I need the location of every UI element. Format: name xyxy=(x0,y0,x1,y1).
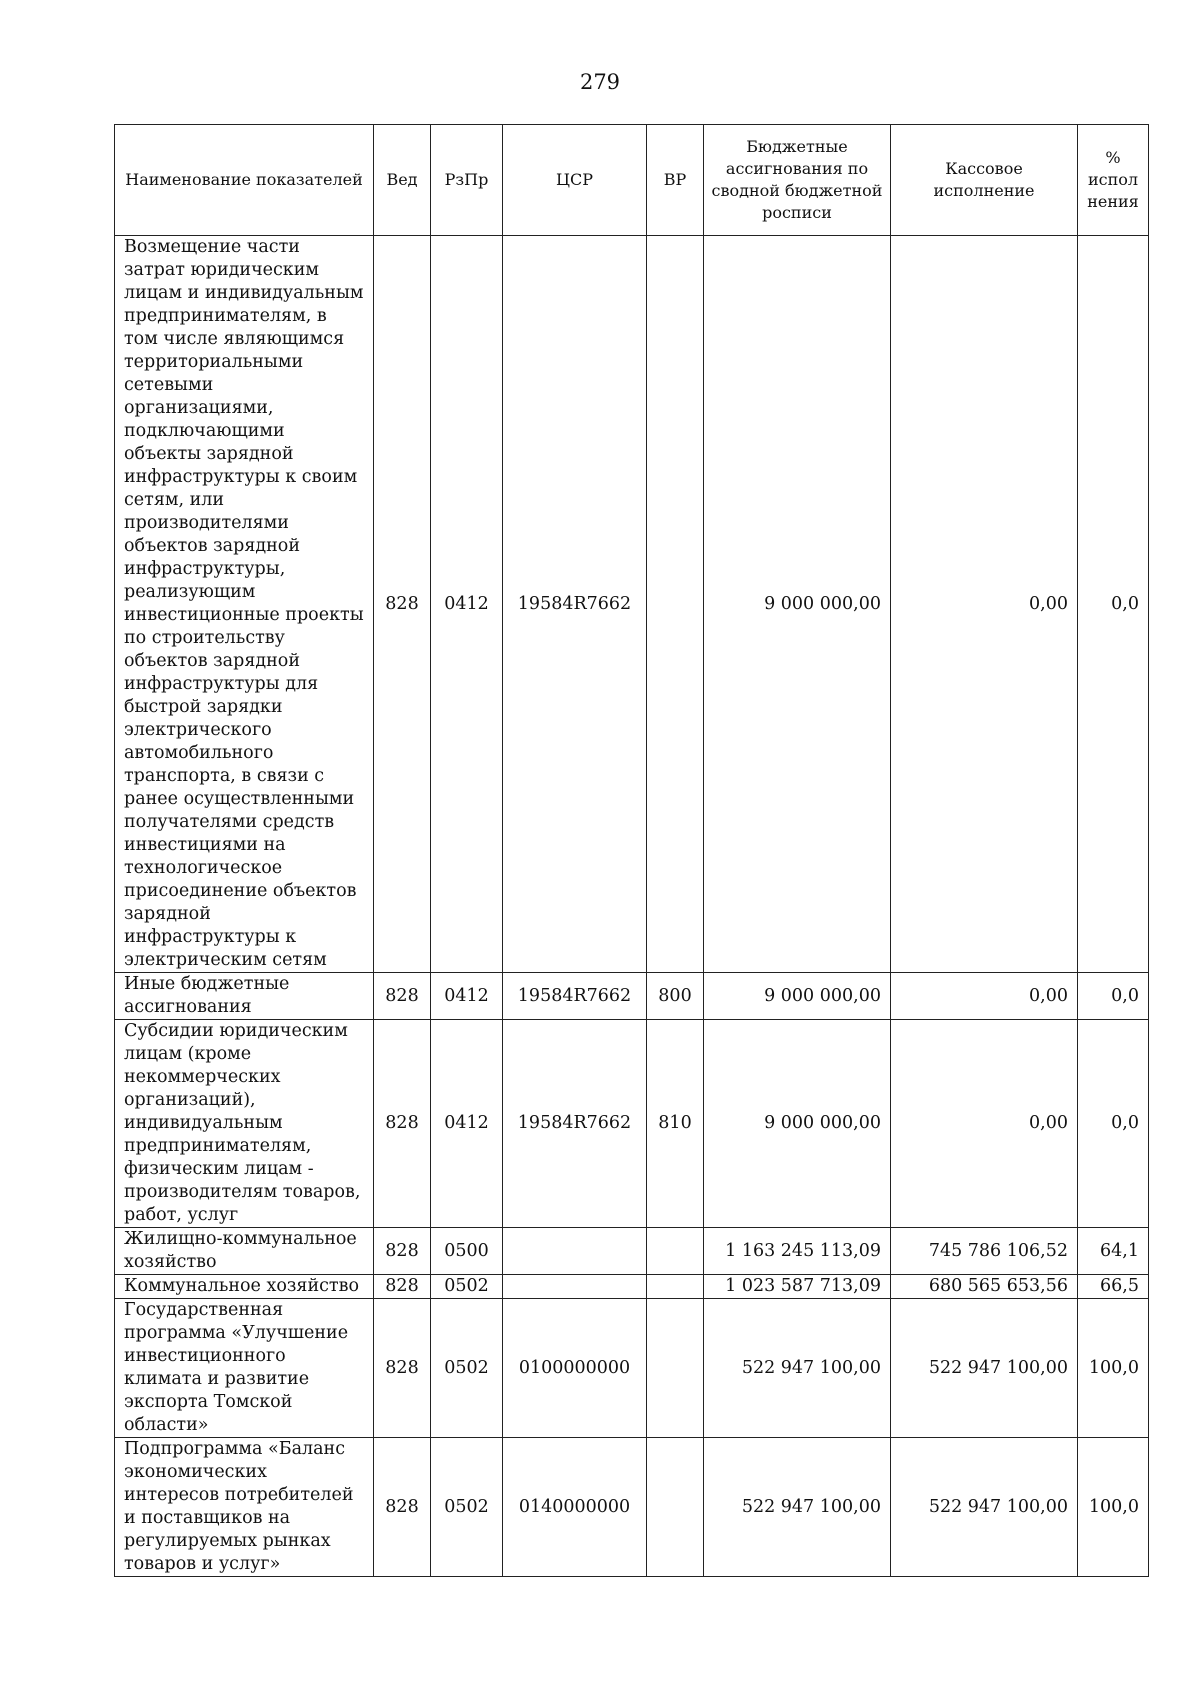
row-vr xyxy=(647,1275,704,1299)
row-rzpr: 0500 xyxy=(431,1228,503,1275)
row-rzpr: 0502 xyxy=(431,1438,503,1577)
header-vr: ВР xyxy=(647,125,704,236)
row-rzpr: 0502 xyxy=(431,1275,503,1299)
row-rzpr: 0412 xyxy=(431,236,503,973)
row-rzpr: 0412 xyxy=(431,973,503,1020)
row-cash: 0,00 xyxy=(891,236,1078,973)
header-rzpr: РзПр xyxy=(431,125,503,236)
header-pct: % испол нения xyxy=(1078,125,1149,236)
row-pct: 0,0 xyxy=(1078,973,1149,1020)
row-csr xyxy=(503,1228,647,1275)
row-name: Возмещение части затрат юридическим лицам и индивидуальным предпринимателям, в том числе являющимся территориальными сетевыми организациями, подключающими объекты зарядной инфраструктуры к своим сетям, или производителями объектов зарядной инфраструктуры, реализующим инвестиционные проекты по строительству объектов зарядной инфраструктуры для быстрой зарядки электрического автомобильного транспорта, в связи с ранее осуществленными получателями средств инвестициями на технологическое присоединение объектов зарядной инфраструктуры к электрическим сетям xyxy=(115,236,374,973)
header-cash: Кассовое исполнение xyxy=(891,125,1078,236)
row-ved: 828 xyxy=(374,1438,431,1577)
table-row xyxy=(115,973,1149,1020)
row-ved: 828 xyxy=(374,1275,431,1299)
row-alloc: 522 947 100,00 xyxy=(704,1299,891,1438)
row-alloc: 1 163 245 113,09 xyxy=(704,1228,891,1275)
table-row xyxy=(115,1228,1149,1275)
row-alloc: 9 000 000,00 xyxy=(704,1020,891,1228)
row-csr: 19584R7662 xyxy=(503,236,647,973)
row-pct: 100,0 xyxy=(1078,1299,1149,1438)
header-name: Наименование показателей xyxy=(115,125,374,236)
row-cash: 0,00 xyxy=(891,1020,1078,1228)
page-number: 279 xyxy=(579,70,621,94)
row-pct: 64,1 xyxy=(1078,1228,1149,1275)
table-row xyxy=(115,1275,1149,1299)
row-rzpr: 0412 xyxy=(431,1020,503,1228)
row-name: Иные бюджетные ассигнования xyxy=(115,973,374,1020)
row-csr: 0100000000 xyxy=(503,1299,647,1438)
row-name: Жилищно-коммунальное хозяйство xyxy=(115,1228,374,1275)
row-vr xyxy=(647,236,704,973)
row-name: Коммунальное хозяйство xyxy=(115,1275,374,1299)
row-vr xyxy=(647,1299,704,1438)
row-cash: 745 786 106,52 xyxy=(891,1228,1078,1275)
budget-table xyxy=(114,124,1149,1577)
row-vr: 810 xyxy=(647,1020,704,1228)
row-cash: 0,00 xyxy=(891,973,1078,1020)
row-ved: 828 xyxy=(374,1020,431,1228)
row-cash: 522 947 100,00 xyxy=(891,1299,1078,1438)
row-alloc: 9 000 000,00 xyxy=(704,236,891,973)
row-csr: 19584R7662 xyxy=(503,1020,647,1228)
row-alloc: 1 023 587 713,09 xyxy=(704,1275,891,1299)
row-csr: 19584R7662 xyxy=(503,973,647,1020)
row-ved: 828 xyxy=(374,236,431,973)
row-alloc: 522 947 100,00 xyxy=(704,1438,891,1577)
row-cash: 522 947 100,00 xyxy=(891,1438,1078,1577)
header-alloc: Бюджетные ассигнования по сводной бюджетной росписи xyxy=(704,125,891,236)
row-vr: 800 xyxy=(647,973,704,1020)
row-ved: 828 xyxy=(374,1299,431,1438)
table-row xyxy=(115,236,1149,973)
row-vr xyxy=(647,1438,704,1577)
row-name: Субсидии юридическим лицам (кроме некоммерческих организаций), индивидуальным предпринимателям, физическим лицам - производителям товаров, работ, услуг xyxy=(115,1020,374,1228)
row-csr xyxy=(503,1275,647,1299)
header-csr: ЦСР xyxy=(503,125,647,236)
row-ved: 828 xyxy=(374,973,431,1020)
header-row xyxy=(115,125,1149,236)
row-pct: 66,5 xyxy=(1078,1275,1149,1299)
table-row xyxy=(115,1438,1149,1577)
row-pct: 0,0 xyxy=(1078,236,1149,973)
header-ved: Вед xyxy=(374,125,431,236)
row-pct: 100,0 xyxy=(1078,1438,1149,1577)
row-cash: 680 565 653,56 xyxy=(891,1275,1078,1299)
row-ved: 828 xyxy=(374,1228,431,1275)
row-alloc: 9 000 000,00 xyxy=(704,973,891,1020)
table-row xyxy=(115,1299,1149,1438)
table-row xyxy=(115,1020,1149,1228)
row-rzpr: 0502 xyxy=(431,1299,503,1438)
row-name: Подпрограмма «Баланс экономических интересов потребителей и поставщиков на регулируемых рынках товаров и услуг» xyxy=(115,1438,374,1577)
row-csr: 0140000000 xyxy=(503,1438,647,1577)
row-name: Государственная программа «Улучшение инвестиционного климата и развитие экспорта Томской области» xyxy=(115,1299,374,1438)
row-pct: 0,0 xyxy=(1078,1020,1149,1228)
row-vr xyxy=(647,1228,704,1275)
